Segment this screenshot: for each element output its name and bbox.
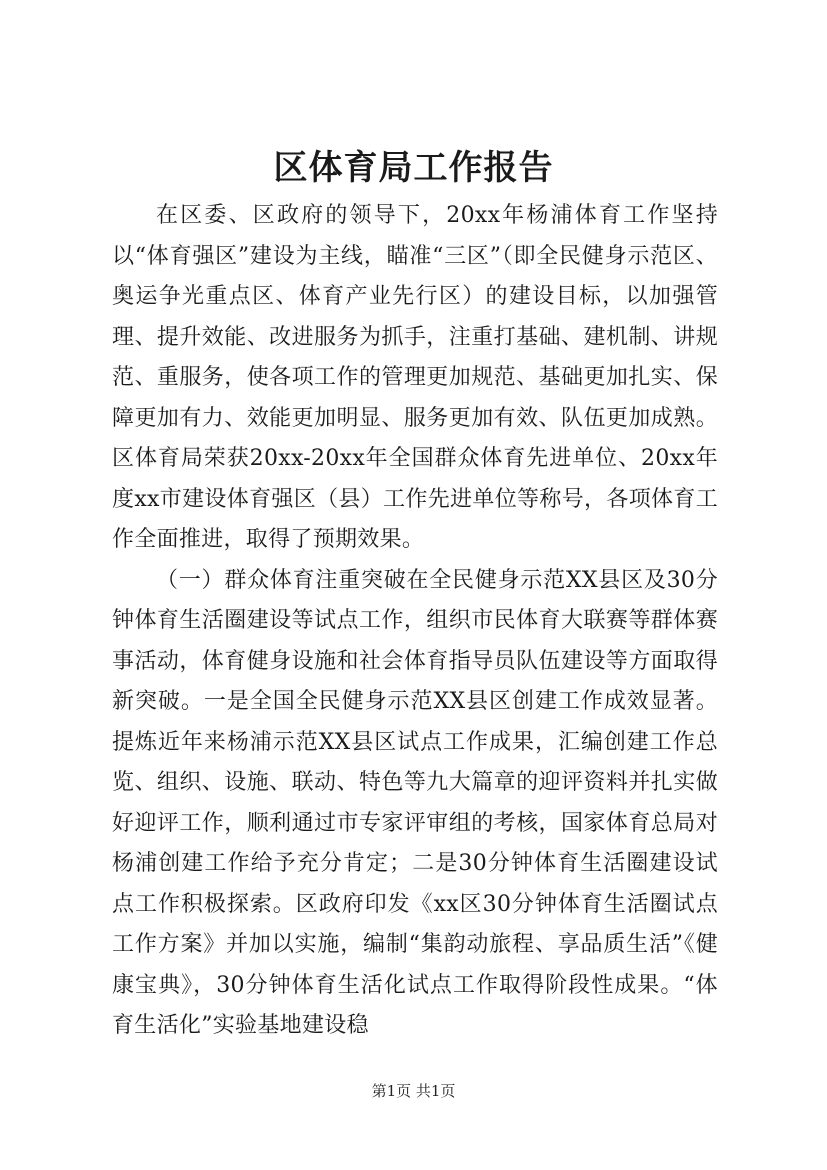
paragraph-mass-sports: （一）群众体育注重突破在全民健身示范XX县区及30分钟体育生活圈建设等试点工作，组织市民体育大联赛等群体赛事活动，体育健身设施和社会体育指导员队伍建设等方面取得新突破。一是全国全民健身示范XX县区创建工作成效显著。提炼近年来杨浦示范XX县区试点工作成果，汇编创建工作总览、组织、设施、联动、特色等九大篇章的迎评资料并扎实做好迎评工作，顺利通过市专家评审组的考核，国家体育总局对杨浦创建工作给予充分肯定；二是30分钟体育生活圈建设试点工作积极探索。区政府印发《xx区30分钟体育生活圈试点工作方案》并加以实施，编制“集韵动旅程、享品质生活”《健康宝典》，30分钟体育生活化试点工作取得阶段性成果。“体育生活化”实验基地建设稳 (112, 567, 718, 1038)
paragraph-intro: 在区委、区政府的领导下，20xx年杨浦体育工作坚持以“体育强区”建设为主线，瞄准“三区”（即全民健身示范区、奥运争光重点区、体育产业先行区）的建设目标，以加强管理、提升效能、改进服务为抓手，注重打基础、建机制、讲规范、重服务，使各项工作的管理更加规范、基础更加扎实、保障更加有力、效能更加明显、服务更加有效、队伍更加成熟。区体育局荣获20xx-20xx年全国群众体育先进单位、20xx年度xx市建设体育强区（县）工作先进单位等称号，各项体育工作全面推进，取得了预期效果。 (112, 203, 718, 552)
document-title: 区体育局工作报告 (273, 148, 554, 188)
document-body (112, 196, 718, 1047)
page-footer: 第1页 共1页 (371, 1082, 456, 1100)
